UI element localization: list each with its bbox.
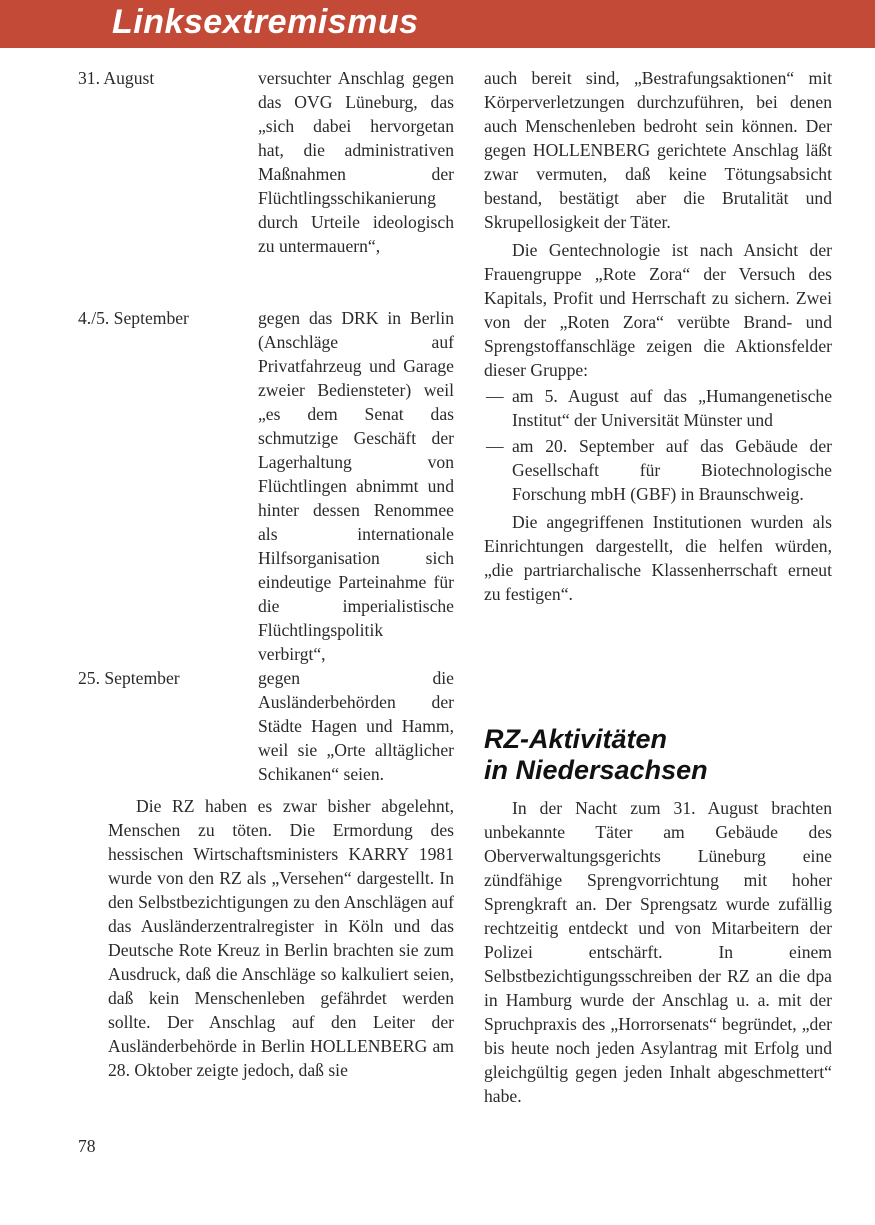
timeline-text: versuchter Anschlag gegen das OVG Lüneburg, das „sich dabei hervorgetan hat, die administrativen Maßnahmen der Flüchtlingsschikanierung durch Urteile ideologisch zu untermauern“, bbox=[258, 68, 454, 256]
list-item bbox=[484, 384, 832, 432]
section-heading bbox=[484, 724, 844, 786]
paragraph: Die RZ haben es zwar bisher abgelehnt, Menschen zu töten. Die Ermordung des hessischen Wirtschaftsministers KARRY 1981 wurde von den RZ als „Versehen“ dargestellt. In den Selbstbezichtigungen zu den Anschlägen auf das Ausländerzentralregister in Köln und das Deutsche Rote Kreuz in Berlin brachten sie zum Ausdruck, daß die Anschläge so kalkuliert seien, daß kein Menschenleben gefährdet werden sollte. Der Anschlag auf den Leiter der Ausländerbehörde in Berlin HOLLENBERG am 28. Oktober zeigte jedoch, daß sie bbox=[108, 796, 454, 1080]
section-heading-line: in Niedersachsen bbox=[484, 755, 708, 785]
header-bar bbox=[0, 0, 875, 48]
paragraph: auch bereit sind, „Bestrafungsaktionen“ mit Körperverletzungen durchzuführen, bei denen auch Menschenleben bedroht sein können. Der gegen HOLLENBERG gerichtete Anschlag läßt zwar vermuten, daß keine Tötungsabsicht bestand, bestätigt aber die Brutalität und Skrupellosigkeit der Täter. bbox=[484, 68, 832, 232]
header-title: Linksextremismus bbox=[112, 3, 419, 41]
dash-mark: — bbox=[486, 436, 504, 456]
right-column bbox=[484, 66, 832, 606]
list-item-text: am 5. August auf das „Humangenetische Institut“ der Universität Münster und bbox=[512, 386, 832, 430]
paragraph: Die angegriffenen Institutionen wurden als Einrichtungen dargestellt, die helfen würden, „die partriarchalische Klassenherrschaft erneut zu festigen“. bbox=[484, 512, 832, 604]
timeline-text: gegen die Ausländerbehörden der Städte Hagen und Hamm, weil sie „Orte alltäglicher Schikanen“ seien. bbox=[258, 668, 454, 784]
section-body bbox=[484, 796, 832, 1108]
dash-mark: — bbox=[486, 386, 504, 406]
timeline-entries bbox=[258, 66, 454, 786]
list-item-text: am 20. September auf das Gebäude der Gesellschaft für Biotechnologische Forschung mbH (GBF) in Braunschweig. bbox=[512, 436, 832, 504]
page-number: 78 bbox=[78, 1136, 96, 1156]
list-item bbox=[484, 434, 832, 506]
timeline-date: 4./5. September bbox=[78, 308, 189, 328]
paragraph: Die Gentechnologie ist nach Ansicht der Frauengruppe „Rote Zora“ der Versuch des Kapitals, Profit und Herrschaft zu sichern. Zwei von der „Roten Zora“ verübte Brand- und Sprengstoffanschläge zeigen die Aktionsfelder dieser Gruppe: bbox=[484, 240, 832, 380]
section-heading-line: RZ-Aktivitäten bbox=[484, 724, 668, 754]
timeline-date: 31. August bbox=[78, 68, 155, 88]
dash-list bbox=[484, 384, 832, 506]
paragraph: In der Nacht zum 31. August brachten unbekannte Täter am Gebäude des Oberverwaltungsgerichts Lüneburg eine zündfähige Sprengvorrichtung mit hoher Sprengkraft an. Der Sprengsatz wurde zufällig rechtzeitig entdeckt und von Mitarbeitern der Polizei entschärft. In einem Selbstbezichtigungsschreiben der RZ an die dpa in Hamburg wurde der Anschlag u. a. mit der Spruchpraxis des „Horrorsenats“ begründet, „der bis heute noch jeden Asylantrag mit Erfolg und gleichgültig gegen jeden Inhalt abgeschmettert“ habe. bbox=[484, 798, 832, 1106]
timeline-text: gegen das DRK in Berlin (Anschläge auf Privatfahrzeug und Garage zweier Bediensteter) weil „es dem Senat das schmutzige Geschäft der Lagerhaltung von Flüchtlingen abnimmt und hinter dessen Renommee als internationale Hilfsorganisation sich eindeutige Parteinahme für die imperialistische Flüchtlingspolitik verbirgt“, bbox=[258, 308, 454, 664]
left-paragraph bbox=[108, 794, 454, 1082]
timeline-date: 25. September bbox=[78, 668, 180, 688]
